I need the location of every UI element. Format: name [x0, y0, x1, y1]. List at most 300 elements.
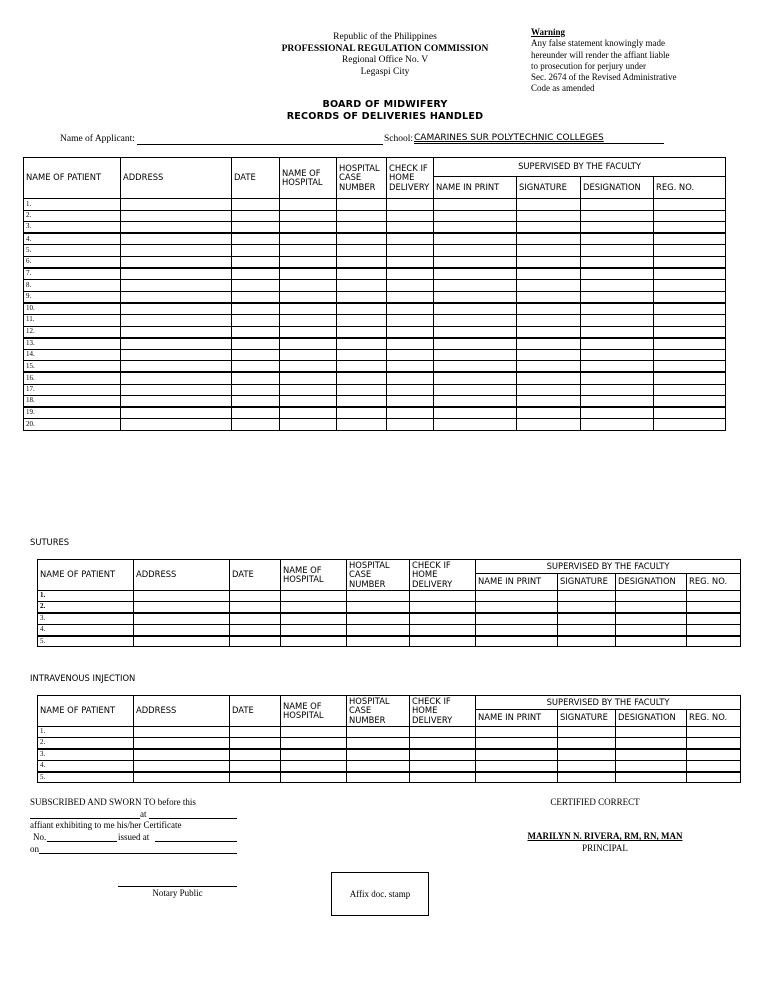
table-cell[interactable]: [434, 384, 517, 396]
table-cell[interactable]: [280, 314, 337, 326]
table-cell[interactable]: [280, 256, 337, 268]
table-cell[interactable]: [687, 591, 741, 602]
table-cell[interactable]: [387, 384, 434, 396]
table-cell[interactable]: [654, 396, 726, 408]
row-number-cell[interactable]: 12.: [24, 326, 121, 338]
table-cell[interactable]: [476, 760, 558, 771]
table-cell[interactable]: [434, 199, 517, 211]
issued-at-line[interactable]: [155, 841, 237, 842]
table-cell[interactable]: [616, 636, 687, 647]
table-cell[interactable]: [434, 338, 517, 350]
table-cell[interactable]: [387, 256, 434, 268]
table-cell[interactable]: [581, 303, 654, 315]
table-cell[interactable]: [616, 602, 687, 613]
table-cell[interactable]: [280, 245, 337, 257]
table-cell[interactable]: [387, 199, 434, 211]
table-cell[interactable]: [121, 291, 232, 303]
row-number-cell[interactable]: 7.: [24, 268, 121, 280]
table-cell[interactable]: [410, 749, 476, 760]
table-cell[interactable]: [347, 602, 410, 613]
table-cell[interactable]: [654, 384, 726, 396]
table-cell[interactable]: [347, 760, 410, 771]
table-cell[interactable]: [121, 314, 232, 326]
table-cell[interactable]: [387, 291, 434, 303]
table-cell[interactable]: [687, 624, 741, 635]
table-cell[interactable]: [434, 280, 517, 292]
table-cell[interactable]: [280, 303, 337, 315]
row-number-cell[interactable]: 16.: [24, 372, 121, 384]
row-number-cell[interactable]: 3.: [24, 222, 121, 234]
table-cell[interactable]: [337, 407, 387, 419]
table-cell[interactable]: [410, 727, 476, 738]
table-cell[interactable]: [232, 222, 280, 234]
table-cell[interactable]: [337, 222, 387, 234]
table-cell[interactable]: [434, 222, 517, 234]
table-cell[interactable]: [337, 268, 387, 280]
table-cell[interactable]: [616, 738, 687, 749]
table-cell[interactable]: [230, 727, 281, 738]
table-cell[interactable]: [654, 233, 726, 245]
table-cell[interactable]: [281, 624, 347, 635]
table-cell[interactable]: [121, 210, 232, 222]
table-cell[interactable]: [616, 613, 687, 624]
row-number-cell[interactable]: 14.: [24, 349, 121, 361]
table-cell[interactable]: [687, 749, 741, 760]
table-cell[interactable]: [517, 419, 581, 431]
table-cell[interactable]: [558, 591, 616, 602]
notary-signature-line[interactable]: [118, 886, 237, 887]
table-cell[interactable]: [558, 624, 616, 635]
table-cell[interactable]: [134, 772, 230, 783]
row-number-cell[interactable]: 1.: [38, 591, 134, 602]
table-cell[interactable]: [410, 624, 476, 635]
row-number-cell[interactable]: 1.: [24, 199, 121, 211]
table-cell[interactable]: [687, 727, 741, 738]
table-cell[interactable]: [232, 303, 280, 315]
table-cell[interactable]: [476, 727, 558, 738]
table-cell[interactable]: [337, 245, 387, 257]
table-cell[interactable]: [121, 349, 232, 361]
row-number-cell[interactable]: 20.: [24, 419, 121, 431]
table-cell[interactable]: [230, 760, 281, 771]
table-cell[interactable]: [517, 199, 581, 211]
table-cell[interactable]: [616, 624, 687, 635]
table-cell[interactable]: [410, 636, 476, 647]
row-number-cell[interactable]: 3.: [38, 613, 134, 624]
table-cell[interactable]: [121, 372, 232, 384]
table-cell[interactable]: [517, 407, 581, 419]
table-cell[interactable]: [654, 291, 726, 303]
table-cell[interactable]: [387, 222, 434, 234]
table-cell[interactable]: [476, 636, 558, 647]
table-cell[interactable]: [387, 245, 434, 257]
row-number-cell[interactable]: 8.: [24, 280, 121, 292]
table-cell[interactable]: [434, 245, 517, 257]
table-cell[interactable]: [121, 222, 232, 234]
row-number-cell[interactable]: 5.: [38, 636, 134, 647]
table-cell[interactable]: [581, 338, 654, 350]
table-cell[interactable]: [654, 326, 726, 338]
table-cell[interactable]: [387, 326, 434, 338]
table-cell[interactable]: [581, 256, 654, 268]
table-cell[interactable]: [581, 396, 654, 408]
table-cell[interactable]: [387, 268, 434, 280]
table-cell[interactable]: [121, 384, 232, 396]
table-cell[interactable]: [280, 268, 337, 280]
table-cell[interactable]: [121, 326, 232, 338]
table-cell[interactable]: [337, 233, 387, 245]
table-cell[interactable]: [476, 591, 558, 602]
table-cell[interactable]: [476, 613, 558, 624]
table-cell[interactable]: [134, 727, 230, 738]
table-cell[interactable]: [434, 291, 517, 303]
on-date-line[interactable]: [39, 853, 237, 854]
table-cell[interactable]: [387, 396, 434, 408]
table-cell[interactable]: [387, 210, 434, 222]
table-cell[interactable]: [337, 314, 387, 326]
table-cell[interactable]: [280, 338, 337, 350]
table-cell[interactable]: [387, 361, 434, 373]
table-cell[interactable]: [387, 407, 434, 419]
table-cell[interactable]: [558, 738, 616, 749]
table-cell[interactable]: [121, 280, 232, 292]
table-cell[interactable]: [281, 738, 347, 749]
table-cell[interactable]: [134, 624, 230, 635]
table-cell[interactable]: [280, 222, 337, 234]
table-cell[interactable]: [281, 760, 347, 771]
table-cell[interactable]: [581, 372, 654, 384]
table-cell[interactable]: [281, 591, 347, 602]
table-cell[interactable]: [687, 738, 741, 749]
table-cell[interactable]: [281, 727, 347, 738]
table-cell[interactable]: [280, 384, 337, 396]
table-cell[interactable]: [687, 613, 741, 624]
table-cell[interactable]: [581, 314, 654, 326]
table-cell[interactable]: [581, 245, 654, 257]
certificate-no-line[interactable]: [47, 841, 117, 842]
table-cell[interactable]: [280, 419, 337, 431]
table-cell[interactable]: [347, 727, 410, 738]
table-cell[interactable]: [581, 210, 654, 222]
table-cell[interactable]: [581, 384, 654, 396]
table-cell[interactable]: [280, 407, 337, 419]
table-cell[interactable]: [616, 749, 687, 760]
table-cell[interactable]: [517, 256, 581, 268]
table-cell[interactable]: [581, 291, 654, 303]
table-cell[interactable]: [121, 233, 232, 245]
table-cell[interactable]: [517, 268, 581, 280]
table-cell[interactable]: [654, 314, 726, 326]
table-cell[interactable]: [281, 749, 347, 760]
table-cell[interactable]: [337, 384, 387, 396]
table-cell[interactable]: [581, 407, 654, 419]
table-cell[interactable]: [230, 749, 281, 760]
row-number-cell[interactable]: 6.: [24, 256, 121, 268]
table-cell[interactable]: [232, 384, 280, 396]
table-cell[interactable]: [654, 349, 726, 361]
table-cell[interactable]: [232, 268, 280, 280]
table-cell[interactable]: [476, 624, 558, 635]
table-cell[interactable]: [434, 326, 517, 338]
table-cell[interactable]: [232, 245, 280, 257]
table-cell[interactable]: [337, 291, 387, 303]
applicant-name-field[interactable]: [137, 144, 383, 145]
row-number-cell[interactable]: 9.: [24, 291, 121, 303]
table-cell[interactable]: [616, 772, 687, 783]
table-cell[interactable]: [347, 738, 410, 749]
table-cell[interactable]: [654, 361, 726, 373]
table-cell[interactable]: [232, 419, 280, 431]
table-cell[interactable]: [347, 749, 410, 760]
table-cell[interactable]: [230, 738, 281, 749]
table-cell[interactable]: [280, 372, 337, 384]
table-cell[interactable]: [232, 233, 280, 245]
table-cell[interactable]: [337, 372, 387, 384]
table-cell[interactable]: [654, 268, 726, 280]
table-cell[interactable]: [280, 349, 337, 361]
table-cell[interactable]: [134, 602, 230, 613]
table-cell[interactable]: [347, 613, 410, 624]
table-cell[interactable]: [434, 256, 517, 268]
table-cell[interactable]: [654, 280, 726, 292]
table-cell[interactable]: [387, 419, 434, 431]
table-cell[interactable]: [134, 760, 230, 771]
table-cell[interactable]: [654, 256, 726, 268]
table-cell[interactable]: [517, 210, 581, 222]
table-cell[interactable]: [581, 349, 654, 361]
table-cell[interactable]: [337, 280, 387, 292]
table-cell[interactable]: [654, 222, 726, 234]
table-cell[interactable]: [280, 396, 337, 408]
table-cell[interactable]: [654, 407, 726, 419]
row-number-cell[interactable]: 2.: [24, 210, 121, 222]
row-number-cell[interactable]: 1.: [38, 727, 134, 738]
table-cell[interactable]: [230, 772, 281, 783]
row-number-cell[interactable]: 2.: [38, 738, 134, 749]
table-cell[interactable]: [230, 602, 281, 613]
table-cell[interactable]: [230, 636, 281, 647]
table-cell[interactable]: [280, 280, 337, 292]
table-cell[interactable]: [280, 199, 337, 211]
table-cell[interactable]: [517, 349, 581, 361]
table-cell[interactable]: [280, 233, 337, 245]
row-number-cell[interactable]: 18.: [24, 396, 121, 408]
table-cell[interactable]: [654, 210, 726, 222]
table-cell[interactable]: [232, 372, 280, 384]
table-cell[interactable]: [121, 407, 232, 419]
table-cell[interactable]: [232, 407, 280, 419]
table-cell[interactable]: [558, 749, 616, 760]
table-cell[interactable]: [581, 268, 654, 280]
sworn-date-line[interactable]: [30, 818, 140, 819]
table-cell[interactable]: [121, 268, 232, 280]
table-cell[interactable]: [347, 591, 410, 602]
table-cell[interactable]: [654, 338, 726, 350]
table-cell[interactable]: [616, 591, 687, 602]
table-cell[interactable]: [337, 396, 387, 408]
row-number-cell[interactable]: 3.: [38, 749, 134, 760]
row-number-cell[interactable]: 10.: [24, 303, 121, 315]
table-cell[interactable]: [517, 303, 581, 315]
table-cell[interactable]: [387, 233, 434, 245]
table-cell[interactable]: [232, 210, 280, 222]
table-cell[interactable]: [387, 303, 434, 315]
sworn-place-line[interactable]: [149, 818, 237, 819]
table-cell[interactable]: [387, 349, 434, 361]
table-cell[interactable]: [410, 591, 476, 602]
table-cell[interactable]: [517, 384, 581, 396]
table-cell[interactable]: [410, 760, 476, 771]
table-cell[interactable]: [387, 314, 434, 326]
table-cell[interactable]: [347, 624, 410, 635]
row-number-cell[interactable]: 15.: [24, 361, 121, 373]
row-number-cell[interactable]: 19.: [24, 407, 121, 419]
table-cell[interactable]: [517, 280, 581, 292]
table-cell[interactable]: [558, 772, 616, 783]
table-cell[interactable]: [581, 361, 654, 373]
table-cell[interactable]: [654, 303, 726, 315]
table-cell[interactable]: [232, 256, 280, 268]
table-cell[interactable]: [134, 591, 230, 602]
table-cell[interactable]: [337, 338, 387, 350]
table-cell[interactable]: [134, 749, 230, 760]
table-cell[interactable]: [654, 419, 726, 431]
table-cell[interactable]: [232, 280, 280, 292]
table-cell[interactable]: [476, 749, 558, 760]
table-cell[interactable]: [232, 349, 280, 361]
table-cell[interactable]: [581, 280, 654, 292]
table-cell[interactable]: [517, 372, 581, 384]
table-cell[interactable]: [280, 291, 337, 303]
table-cell[interactable]: [281, 772, 347, 783]
table-cell[interactable]: [337, 349, 387, 361]
table-cell[interactable]: [230, 613, 281, 624]
table-cell[interactable]: [337, 326, 387, 338]
table-cell[interactable]: [121, 419, 232, 431]
table-cell[interactable]: [230, 624, 281, 635]
table-cell[interactable]: [232, 361, 280, 373]
table-cell[interactable]: [517, 326, 581, 338]
table-cell[interactable]: [134, 613, 230, 624]
table-cell[interactable]: [434, 407, 517, 419]
table-cell[interactable]: [280, 361, 337, 373]
table-cell[interactable]: [434, 396, 517, 408]
table-cell[interactable]: [558, 602, 616, 613]
table-cell[interactable]: [121, 256, 232, 268]
table-cell[interactable]: [476, 602, 558, 613]
table-cell[interactable]: [558, 613, 616, 624]
table-cell[interactable]: [558, 727, 616, 738]
row-number-cell[interactable]: 11.: [24, 314, 121, 326]
table-cell[interactable]: [581, 222, 654, 234]
table-cell[interactable]: [581, 419, 654, 431]
table-cell[interactable]: [347, 772, 410, 783]
table-cell[interactable]: [434, 210, 517, 222]
row-number-cell[interactable]: 2.: [38, 602, 134, 613]
table-cell[interactable]: [517, 291, 581, 303]
table-cell[interactable]: [558, 760, 616, 771]
row-number-cell[interactable]: 13.: [24, 338, 121, 350]
row-number-cell[interactable]: 4.: [38, 760, 134, 771]
table-cell[interactable]: [337, 210, 387, 222]
table-cell[interactable]: [387, 280, 434, 292]
table-cell[interactable]: [337, 256, 387, 268]
table-cell[interactable]: [337, 419, 387, 431]
table-cell[interactable]: [232, 396, 280, 408]
table-cell[interactable]: [654, 199, 726, 211]
table-cell[interactable]: [281, 602, 347, 613]
table-cell[interactable]: [232, 199, 280, 211]
table-cell[interactable]: [517, 245, 581, 257]
table-cell[interactable]: [687, 602, 741, 613]
table-cell[interactable]: [434, 314, 517, 326]
table-cell[interactable]: [232, 291, 280, 303]
table-cell[interactable]: [434, 419, 517, 431]
table-cell[interactable]: [434, 233, 517, 245]
table-cell[interactable]: [476, 738, 558, 749]
table-cell[interactable]: [517, 233, 581, 245]
table-cell[interactable]: [134, 636, 230, 647]
table-cell[interactable]: [434, 303, 517, 315]
table-cell[interactable]: [281, 636, 347, 647]
table-cell[interactable]: [347, 636, 410, 647]
table-cell[interactable]: [654, 372, 726, 384]
table-cell[interactable]: [517, 222, 581, 234]
table-cell[interactable]: [232, 326, 280, 338]
table-cell[interactable]: [687, 772, 741, 783]
row-number-cell[interactable]: 4.: [38, 624, 134, 635]
table-cell[interactable]: [337, 199, 387, 211]
table-cell[interactable]: [410, 738, 476, 749]
table-cell[interactable]: [581, 199, 654, 211]
table-cell[interactable]: [232, 338, 280, 350]
table-cell[interactable]: [558, 636, 616, 647]
table-cell[interactable]: [230, 591, 281, 602]
table-cell[interactable]: [581, 233, 654, 245]
table-cell[interactable]: [616, 727, 687, 738]
table-cell[interactable]: [281, 613, 347, 624]
table-cell[interactable]: [121, 396, 232, 408]
table-cell[interactable]: [121, 245, 232, 257]
table-cell[interactable]: [121, 303, 232, 315]
table-cell[interactable]: [280, 210, 337, 222]
row-number-cell[interactable]: 4.: [24, 233, 121, 245]
table-cell[interactable]: [434, 349, 517, 361]
table-cell[interactable]: [517, 338, 581, 350]
table-cell[interactable]: [434, 372, 517, 384]
table-cell[interactable]: [476, 772, 558, 783]
table-cell[interactable]: [337, 361, 387, 373]
row-number-cell[interactable]: 17.: [24, 384, 121, 396]
table-cell[interactable]: [654, 245, 726, 257]
table-cell[interactable]: [121, 338, 232, 350]
table-cell[interactable]: [121, 199, 232, 211]
table-cell[interactable]: [337, 303, 387, 315]
table-cell[interactable]: [616, 760, 687, 771]
table-cell[interactable]: [410, 602, 476, 613]
table-cell[interactable]: [232, 314, 280, 326]
table-cell[interactable]: [387, 338, 434, 350]
table-cell[interactable]: [434, 361, 517, 373]
table-cell[interactable]: [581, 326, 654, 338]
row-number-cell[interactable]: 5.: [24, 245, 121, 257]
table-cell[interactable]: [280, 326, 337, 338]
table-cell[interactable]: [121, 361, 232, 373]
table-cell[interactable]: [410, 613, 476, 624]
table-cell[interactable]: [387, 372, 434, 384]
table-cell[interactable]: [517, 361, 581, 373]
table-cell[interactable]: [687, 636, 741, 647]
